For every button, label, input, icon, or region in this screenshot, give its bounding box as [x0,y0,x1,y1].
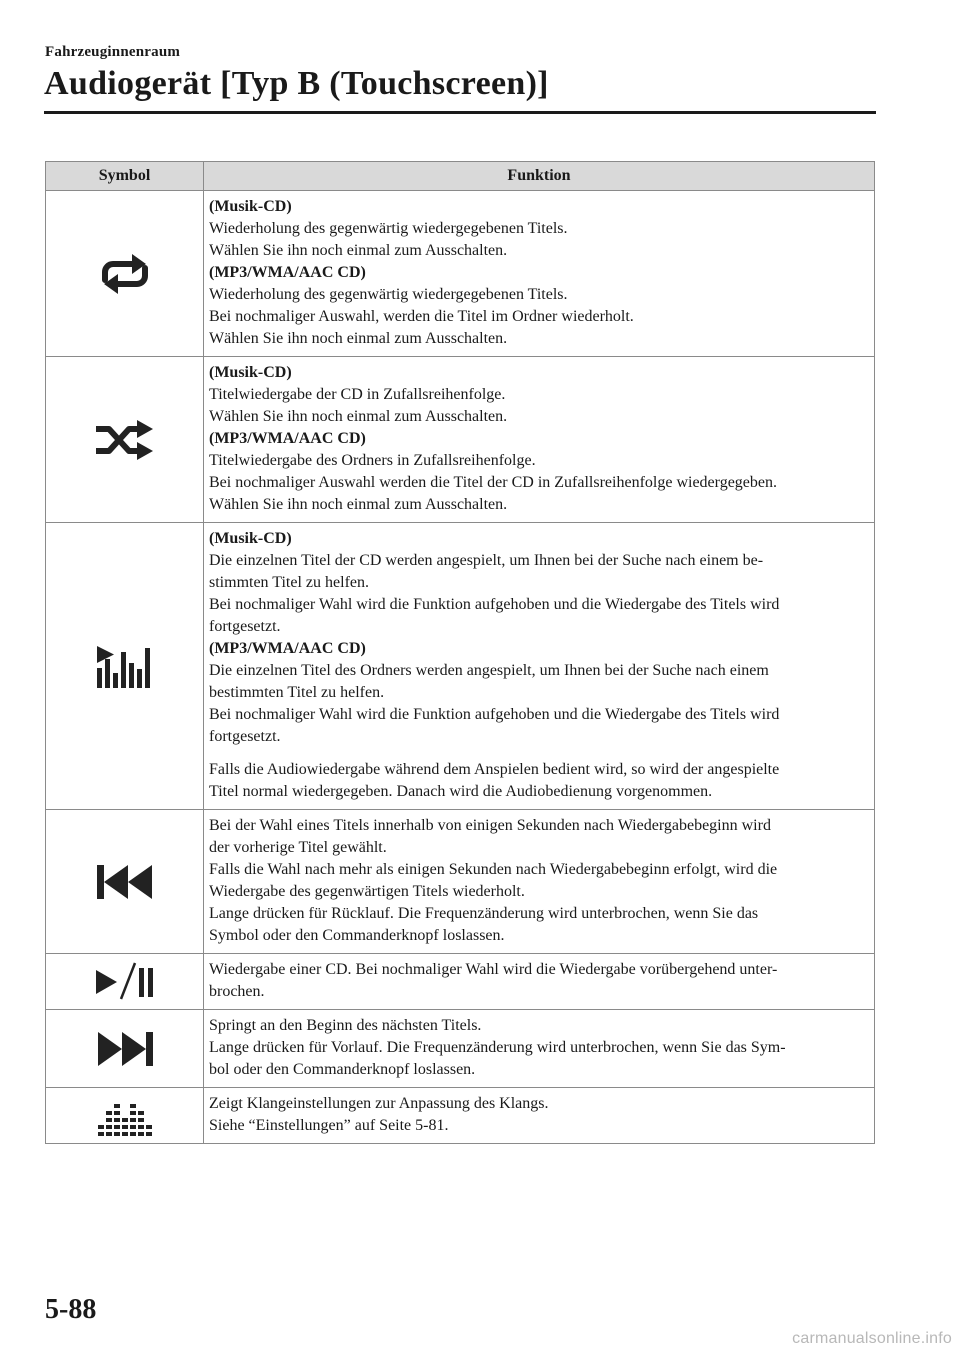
description-line: Bei der Wahl eines Titels innerhalb von einigen Sekunden nach Wiedergabebeginn wird [209,817,771,834]
description-line: Symbol oder den Commanderknopf loslassen. [209,927,505,944]
description-line: Titelwiedergabe des Ordners in Zufallsreihenfolge. [209,452,536,469]
description-line: Lange drücken für Rücklauf. Die Frequenzänderung wird unterbrochen, wenn Sie das [209,905,759,922]
symbol-cell [46,954,204,1010]
description-line: Wählen Sie ihn noch einmal zum Ausschalten. [209,330,508,347]
description-line: brochen. [209,983,265,1000]
symbol-cell [46,191,204,357]
page-number: 5-88 [45,1294,97,1325]
symbol-cell [46,810,204,954]
shuffle-icon [93,430,157,447]
repeat-icon [93,264,157,281]
previous-track-icon [94,872,156,889]
table-row [46,1088,875,1144]
play-pause-icon [92,972,158,989]
description-line: Falls die Audiowiedergabe während dem Anspielen bedient wird, so wird der angespielte [209,761,780,778]
description-line: Bei nochmaliger Auswahl, werden die Titel im Ordner wiederholt. [209,308,634,325]
description-line: Falls die Wahl nach mehr als einigen Sekunden nach Wiedergabebeginn erfolgt, wird die [209,861,778,878]
function-cell [204,1010,875,1088]
description-line: Wählen Sie ihn noch einmal zum Ausschalten. [209,408,508,425]
description-line: Titelwiedergabe der CD in Zufallsreihenfolge. [209,386,506,403]
table-row [46,523,875,810]
function-cell [204,191,875,357]
description-line: Bei nochmaliger Wahl wird die Funktion aufgehoben und die Wiedergabe des Titels wird [209,706,780,723]
table-row [46,1010,875,1088]
description-line: bol oder den Commanderknopf loslassen. [209,1061,476,1078]
paragraph-gap [209,748,868,759]
description-line: Wählen Sie ihn noch einmal zum Ausschalten. [209,496,508,513]
function-column-header: Funktion [204,162,875,191]
watermark: carmanualsonline.info [792,1330,952,1347]
table-row [46,191,875,357]
description-line: Wiedergabe des gegenwärtigen Titels wiederholt. [209,883,525,900]
description-line: Wiederholung des gegenwärtig wiedergegebenen Titels. [209,220,568,237]
page-title: Audiogerät [Typ B (Touchscreen)] [44,65,549,102]
table-row [46,357,875,523]
format-heading: (MP3/WMA/AAC CD) [209,264,366,281]
format-heading: (Musik-CD) [209,198,292,215]
description-line: Bei nochmaliger Wahl wird die Funktion aufgehoben und die Wiedergabe des Titels wird [209,596,780,613]
table-header-row [46,162,875,191]
function-table [45,161,875,1144]
description-line: fortgesetzt. [209,728,281,745]
symbol-cell [46,523,204,810]
function-cell [204,357,875,523]
description-line: Die einzelnen Titel der CD werden angespielt, um Ihnen bei der Suche nach einem be- [209,552,764,569]
description-line: Wiedergabe einer CD. Bei nochmaliger Wahl wird die Wiedergabe vorübergehend unter- [209,961,778,978]
description-line: Siehe “Einstellungen” auf Seite 5-81. [209,1117,449,1134]
description-line: Lange drücken für Vorlauf. Die Frequenzänderung wird unterbrochen, wenn Sie das Sym- [209,1039,786,1056]
table-row [46,954,875,1010]
function-cell [204,523,875,810]
description-line: Wählen Sie ihn noch einmal zum Ausschalten. [209,242,508,259]
description-line: Titel normal wiedergegeben. Danach wird die Audiobedienung vorgenommen. [209,783,713,800]
function-cell [204,1088,875,1144]
symbol-column-header: Symbol [46,162,204,191]
description-line: Die einzelnen Titel des Ordners werden angespielt, um Ihnen bei der Suche nach einem [209,662,769,679]
description-line: Springt an den Beginn des nächsten Titels. [209,1017,482,1034]
next-track-icon [94,1039,156,1056]
section-label: Fahrzeuginnenraum [45,44,181,60]
description-line: Wiederholung des gegenwärtig wiedergegebenen Titels. [209,286,568,303]
symbol-cell [46,357,204,523]
equalizer-icon [97,1106,153,1123]
description-line: bestimmten Titel zu helfen. [209,684,385,701]
scan-icon [95,657,155,674]
title-rule [44,111,876,114]
description-line: Zeigt Klangeinstellungen zur Anpassung des Klangs. [209,1095,549,1112]
symbol-cell [46,1088,204,1144]
description-line: Bei nochmaliger Auswahl werden die Titel der CD in Zufallsreihenfolge wiedergegeben. [209,474,777,491]
symbol-cell [46,1010,204,1088]
format-heading: (Musik-CD) [209,530,292,547]
function-cell [204,810,875,954]
description-line: stimmten Titel zu helfen. [209,574,369,591]
format-heading: (MP3/WMA/AAC CD) [209,430,366,447]
table-row [46,810,875,954]
format-heading: (MP3/WMA/AAC CD) [209,640,366,657]
format-heading: (Musik-CD) [209,364,292,381]
description-line: der vorherige Titel gewählt. [209,839,387,856]
function-cell [204,954,875,1010]
description-line: fortgesetzt. [209,618,281,635]
